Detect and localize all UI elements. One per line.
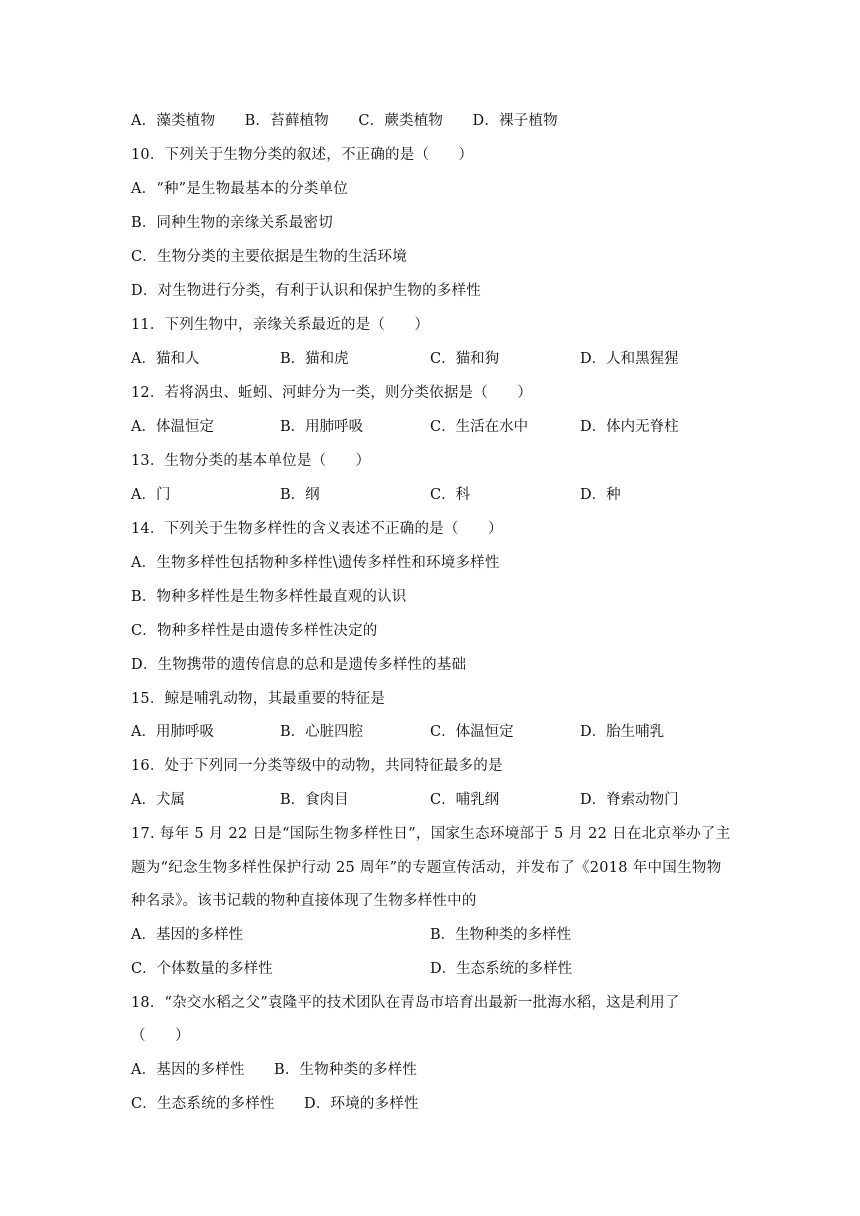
- q16-option-b: B．食肉目: [280, 792, 349, 808]
- q14-option-a: A．生物多样性包括物种多样性\遗传多样性和环境多样性: [131, 555, 500, 571]
- q12-option-d: D．体内无脊柱: [580, 419, 679, 435]
- q10-option-a: A．“种”是生物最基本的分类单位: [131, 181, 348, 197]
- q10-option-d: D．对生物进行分类，有利于认识和保护生物的多样性: [131, 283, 481, 299]
- q11-option-d: D．人和黑猩猩: [580, 351, 679, 367]
- q17-option-c: C．个体数量的多样性: [131, 961, 273, 977]
- q13-option-a: A．门: [131, 487, 171, 503]
- q11-option-c: C．猫和狗: [430, 351, 500, 367]
- q11-option-a: A．猫和人: [131, 351, 200, 367]
- q13-stem: 13．生物分类的基本单位是（ ）: [131, 453, 371, 469]
- q17-stem-line-3: 种名录》。该书记载的物种直接体现了生物多样性中的: [131, 893, 477, 909]
- q17-option-a: A．基因的多样性: [131, 927, 243, 943]
- q15-option-a: A．用肺呼吸: [131, 724, 214, 740]
- q16-option-d: D．脊索动物门: [580, 792, 679, 808]
- q13-option-c: C．科: [430, 487, 471, 503]
- q14-option-d: D．生物携带的遗传信息的总和是遗传多样性的基础: [131, 657, 467, 673]
- q18-options-cd: C．生态系统的多样性 D．环境的多样性: [131, 1096, 419, 1112]
- q16-option-a: A．犬属: [131, 792, 185, 808]
- q15-option-b: B．心脏四腔: [280, 724, 364, 740]
- q17-stem-line-2: 题为“纪念生物多样性保护行动 25 周年”的专题宣传活动，并发布了《2018 年中国生物物: [131, 860, 722, 876]
- q18-options-ab: A．基因的多样性 B．生物种类的多样性: [131, 1062, 418, 1078]
- q11-stem: 11．下列生物中，亲缘关系最近的是（ ）: [131, 317, 430, 333]
- q13-option-d: D．种: [580, 487, 621, 503]
- q12-option-c: C．生活在水中: [430, 419, 529, 435]
- q18-stem-line-2: （ ）: [131, 1028, 190, 1044]
- q12-option-b: B．用肺呼吸: [280, 419, 364, 435]
- q12-stem: 12．若将涡虫、蚯蚓、河蚌分为一类，则分类依据是（ ）: [131, 385, 533, 401]
- q9-options: A．藻类植物 B．苔藓植物 C．蕨类植物 D．裸子植物: [131, 113, 558, 129]
- q15-stem: 15．鲸是哺乳动物，其最重要的特征是: [131, 691, 386, 707]
- q17-option-b: B．生物种类的多样性: [430, 927, 572, 943]
- q16-stem: 16．处于下列同一分类等级中的动物，共同特征最多的是: [131, 758, 503, 774]
- q14-option-b: B．物种多样性是生物多样性最直观的认识: [131, 589, 407, 605]
- q10-stem: 10．下列关于生物分类的叙述，不正确的是（ ）: [131, 147, 474, 163]
- q10-option-b: B．同种生物的亲缘关系最密切: [131, 215, 333, 231]
- q18-stem-line-1: 18．“杂交水稻之父”袁隆平的技术团队在青岛市培育出最新一批海水稻，这是利用了: [131, 995, 680, 1011]
- q16-option-c: C．哺乳纲: [430, 792, 500, 808]
- q15-option-d: D．胎生哺乳: [580, 724, 665, 740]
- q10-option-c: C．生物分类的主要依据是生物的生活环境: [131, 249, 407, 265]
- q15-option-c: C．体温恒定: [430, 724, 514, 740]
- q17-stem-line-1: 17. 每年 5 月 22 日是“国际生物多样性日”，国家生态环境部于 5 月 22 日在北京举办了主: [131, 826, 731, 842]
- q12-option-a: A．体温恒定: [131, 419, 214, 435]
- q11-option-b: B．猫和虎: [280, 351, 349, 367]
- q14-option-c: C．物种多样性是由遗传多样性决定的: [131, 623, 378, 639]
- q13-option-b: B．纲: [280, 487, 320, 503]
- q17-option-d: D．生态系统的多样性: [430, 961, 573, 977]
- q14-stem: 14．下列关于生物多样性的含义表述不正确的是（ ）: [131, 521, 503, 537]
